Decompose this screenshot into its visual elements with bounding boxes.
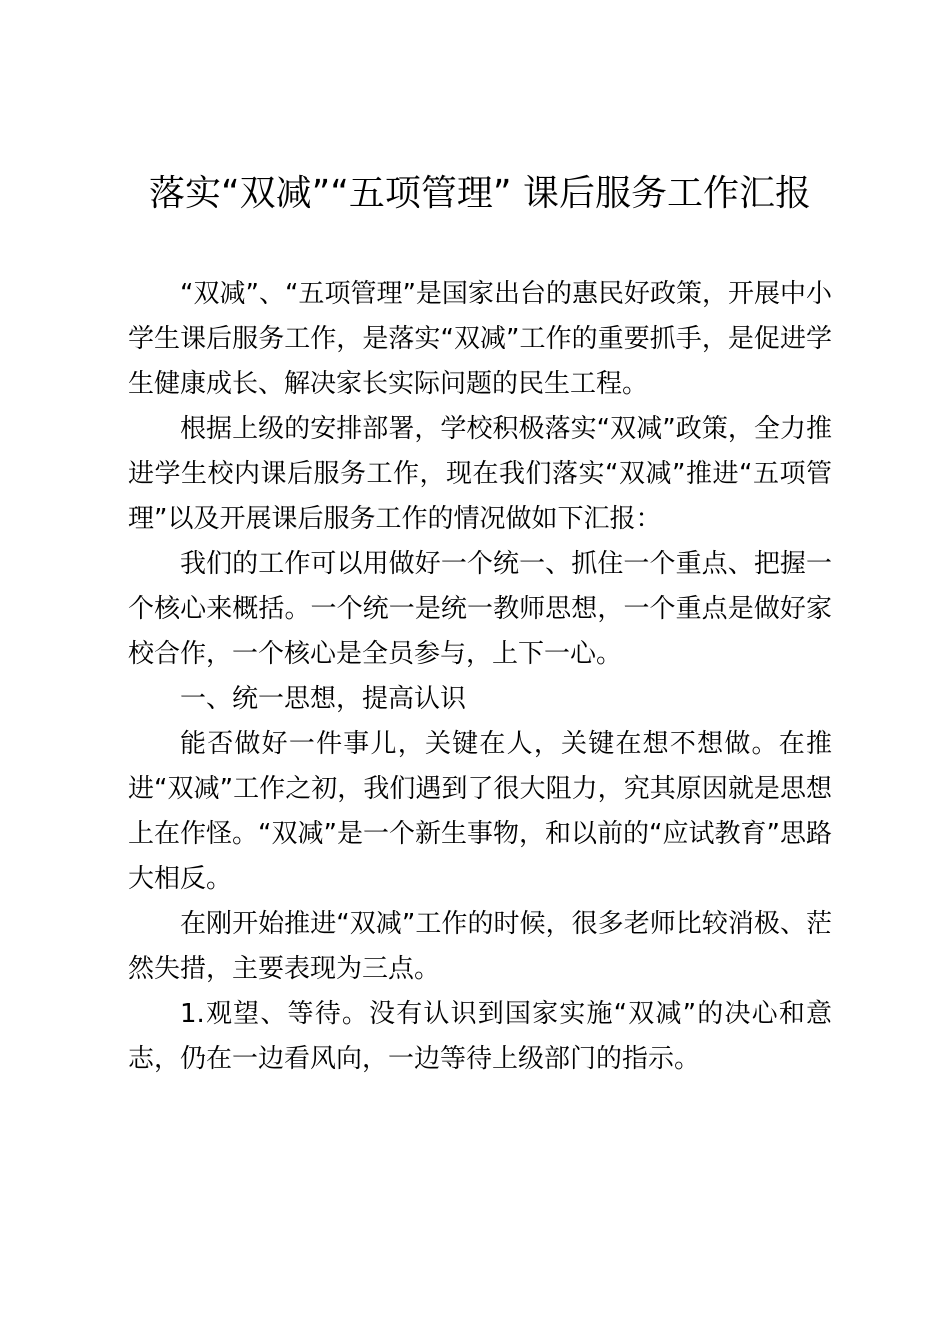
document-body bbox=[128, 272, 832, 1082]
paragraph-teacher-attitude: 在刚开始推进“双减”工作的时候，很多老师比较消极、茫然失措，主要表现为三点。 bbox=[128, 909, 832, 984]
paragraph-point-1: 1.观望、等待。没有认识到国家实施“双减”的决心和意志，仍在一边看风向，一边等待上级部门的指示。 bbox=[128, 999, 832, 1074]
paragraph-key-person: 能否做好一件事儿，关键在人，关键在想不想做。在推进“双减”工作之初，我们遇到了很大阻力，究其原因就是思想上在作怪。“双减”是一个新生事物，和以前的“应试教育”思路大相反。 bbox=[128, 729, 832, 894]
document-title: 落实“双减”“五项管理” 课后服务工作汇报 bbox=[148, 173, 812, 214]
paragraph-summary: 我们的工作可以用做好一个统一、抓住一个重点、把握一个核心来概括。一个统一是统一教师思想，一个重点是做好家校合作，一个核心是全员参与，上下一心。 bbox=[128, 549, 832, 669]
paragraph-arrangement: 根据上级的安排部署，学校积极落实“双减”政策，全力推进学生校内课后服务工作，现在我们落实“双减”推进“五项管理”以及开展课后服务工作的情况做如下汇报： bbox=[128, 414, 832, 534]
section-heading-1: 一、统一思想，提高认识 bbox=[180, 684, 467, 714]
paragraph-intro: “双减”、“五项管理”是国家出台的惠民好政策，开展中小学生课后服务工作，是落实“双减”工作的重要抓手，是促进学生健康成长、解决家长实际问题的民生工程。 bbox=[128, 279, 832, 399]
